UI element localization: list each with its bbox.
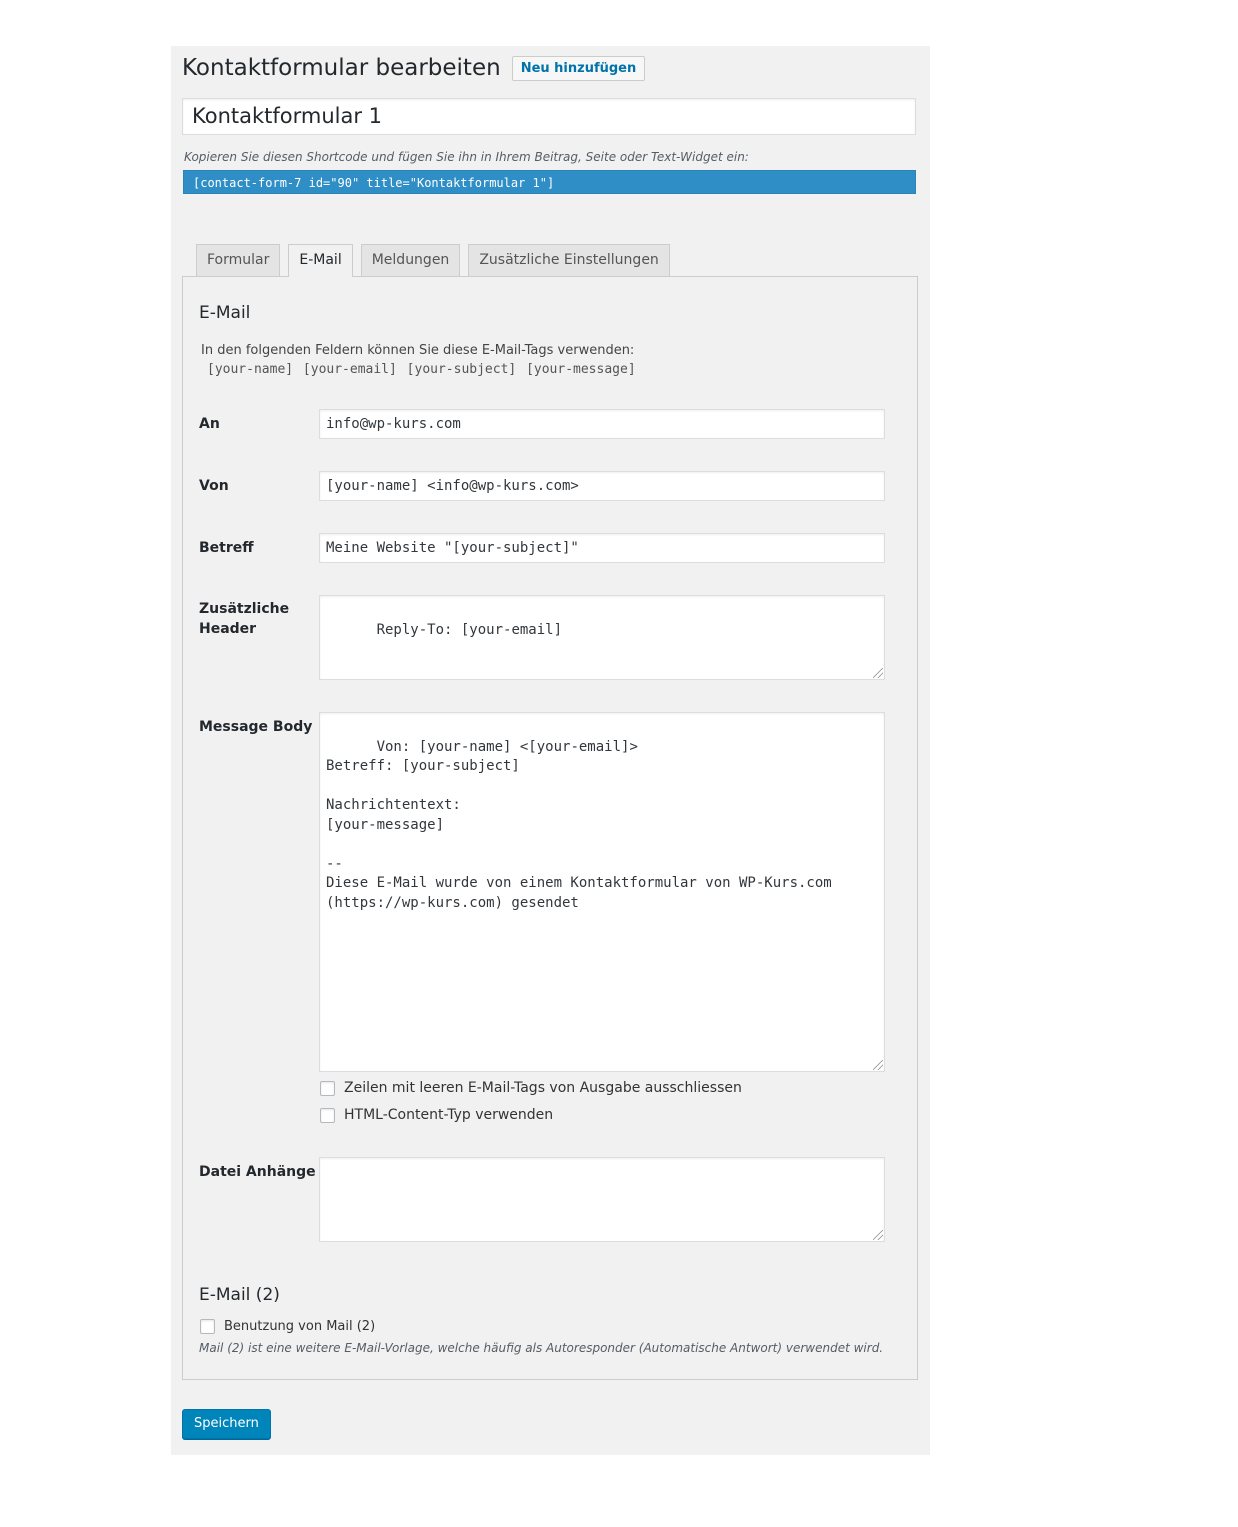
mail-tags-note: In den folgenden Feldern können Sie diese E-Mail-Tags verwenden:	[201, 343, 635, 358]
subject-label: Betreff	[199, 540, 254, 556]
exclude-blank-option[interactable]	[320, 1080, 742, 1096]
page-header	[182, 54, 645, 81]
exclude-blank-label[interactable]: Zeilen mit leeren E-Mail-Tags von Ausgabe ausschliessen	[344, 1080, 742, 1096]
use-mail2-label[interactable]: Benutzung von Mail (2)	[224, 1319, 376, 1334]
use-mail2-option[interactable]	[200, 1319, 375, 1334]
tab-additional-settings[interactable]: Zusätzliche Einstellungen	[468, 244, 670, 276]
resize-grip-icon[interactable]	[873, 1060, 883, 1070]
contact-form-editor	[171, 46, 930, 1455]
attachments-field[interactable]	[319, 1157, 885, 1242]
from-label: Von	[199, 478, 229, 494]
attachments-label: Datei Anhänge	[199, 1164, 316, 1180]
html-content-checkbox[interactable]	[320, 1108, 335, 1123]
message-body-text: Von: [your-name] <[your-email]> Betreff: [your-subject] Nachrichtentext: [your-message] -- Diese E-Mail wurde von einem Kontaktformular von WP-Kurs.com (https://wp-kurs.com) gesendet	[326, 738, 832, 911]
additional-headers-label: Zusätzliche Header	[199, 601, 290, 637]
mail2-heading: E-Mail (2)	[199, 1285, 280, 1305]
additional-headers-text: Reply-To: [your-email]	[376, 621, 563, 638]
editor-tabs	[196, 244, 678, 277]
page-title: Kontaktformular bearbeiten	[182, 54, 501, 81]
tab-form[interactable]: Formular	[196, 244, 280, 276]
html-content-label[interactable]: HTML-Content-Typ verwenden	[344, 1107, 554, 1123]
use-mail2-checkbox[interactable]	[200, 1319, 215, 1334]
mail-tags-list: [your-name] [your-email] [your-subject] [your-message]	[207, 362, 636, 377]
from-field[interactable]: [your-name] <info@wp-kurs.com>	[319, 471, 885, 501]
subject-field[interactable]: Meine Website "[your-subject]"	[319, 533, 885, 563]
message-body-field[interactable]	[319, 712, 885, 1072]
resize-grip-icon[interactable]	[873, 668, 883, 678]
html-content-option[interactable]	[320, 1107, 553, 1123]
mail2-description: Mail (2) ist eine weitere E-Mail-Vorlage, welche häufig als Autoresponder (Automatische Antwort) verwendet wird.	[199, 1341, 884, 1355]
additional-headers-field[interactable]	[319, 595, 885, 680]
resize-grip-icon[interactable]	[873, 1230, 883, 1240]
mail-heading: E-Mail	[199, 303, 251, 323]
save-button[interactable]: Speichern	[182, 1409, 271, 1439]
mail-panel	[182, 276, 918, 1380]
exclude-blank-checkbox[interactable]	[320, 1081, 335, 1096]
tab-messages[interactable]: Meldungen	[361, 244, 461, 276]
shortcode-field[interactable]: [contact-form-7 id="90" title="Kontaktformular 1"]	[183, 170, 916, 194]
to-label: An	[199, 416, 220, 432]
form-title-input[interactable]: Kontaktformular 1	[182, 98, 916, 135]
tab-mail[interactable]: E-Mail	[288, 244, 352, 277]
to-field[interactable]: info@wp-kurs.com	[319, 409, 885, 439]
message-body-label: Message Body	[199, 719, 313, 735]
add-new-button[interactable]: Neu hinzufügen	[512, 56, 646, 81]
shortcode-hint: Kopieren Sie diesen Shortcode und fügen Sie ihn in Ihrem Beitrag, Seite oder Text-Widget ein:	[184, 150, 749, 164]
